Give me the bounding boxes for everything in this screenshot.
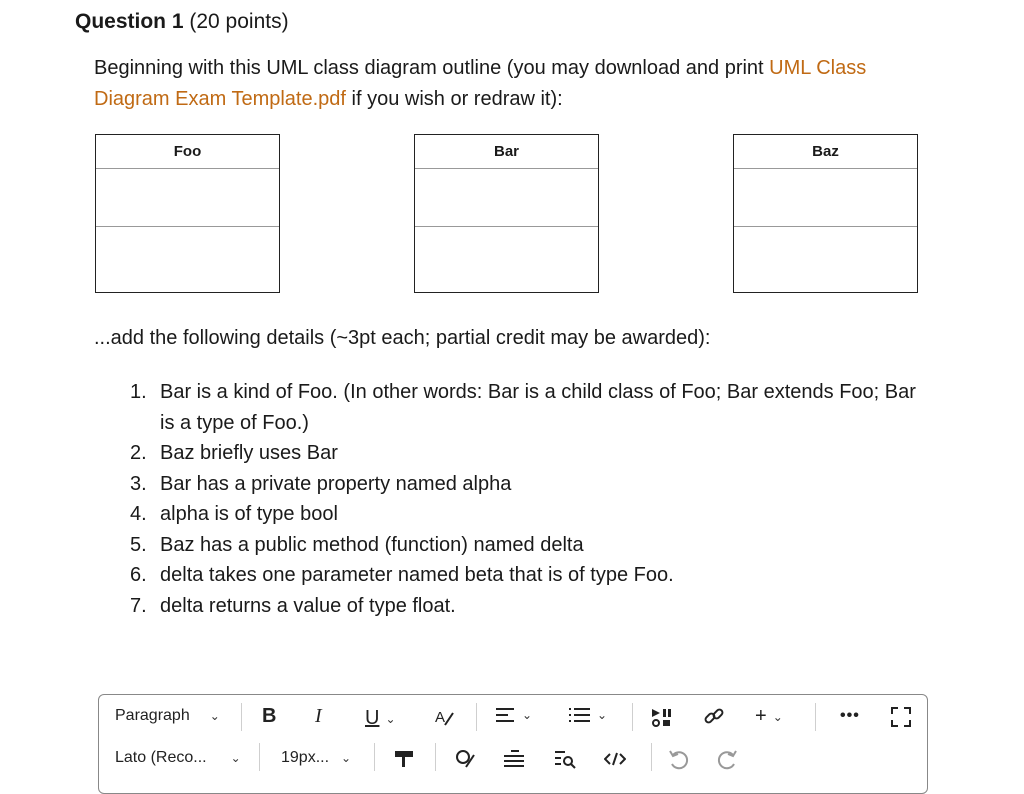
plus-icon: + (755, 705, 767, 727)
link-button[interactable] (703, 707, 725, 727)
list-dropdown[interactable] (569, 707, 607, 723)
list-item: 6. delta takes one parameter named beta that is of type Foo. (130, 564, 674, 586)
more-options-button[interactable]: ••• (840, 707, 860, 724)
intro-paragraph (94, 53, 914, 115)
block-format-dropdown[interactable]: Paragraph ⌄ (115, 707, 220, 724)
format-painter-button[interactable] (394, 749, 414, 769)
class-operations-foo (96, 227, 279, 294)
intro-text-before: Beginning with this UML class diagram outline (you may download and print (94, 57, 770, 79)
class-attributes-bar (415, 169, 598, 227)
fullscreen-button[interactable] (891, 707, 911, 727)
undo-button[interactable] (668, 749, 690, 771)
chevron-down-icon: ⌄ (772, 709, 783, 724)
list-item: 1. Bar is a kind of Foo. (In other words: Bar is a child class of Foo; Bar extends Foo; Bar is a type of Foo.) (130, 381, 916, 434)
class-operations-baz (734, 227, 917, 294)
class-name-baz: Baz (734, 135, 917, 169)
word-count-button[interactable] (503, 749, 525, 769)
media-icon (651, 707, 673, 727)
question-label: Question 1 (75, 10, 184, 33)
underline-button[interactable]: U ⌄ (365, 707, 396, 729)
source-code-button[interactable] (604, 749, 626, 769)
add-details-instruction: ...add the following details (~3pt each; partial credit may be awarded): (94, 327, 711, 349)
question-title (75, 10, 289, 34)
class-operations-bar (415, 227, 598, 294)
accessibility-checker-button[interactable] (454, 749, 476, 769)
list-item: 4. alpha is of type bool (130, 503, 338, 525)
svg-text:A: A (435, 709, 446, 726)
chevron-down-icon: ⌄ (385, 711, 396, 726)
chevron-down-icon: ⌄ (230, 751, 241, 765)
font-color-button[interactable] (433, 707, 455, 727)
uml-class-baz (733, 134, 918, 293)
ordered-list-icon (569, 707, 591, 723)
chevron-down-icon: ⌄ (597, 708, 608, 722)
class-name-bar: Bar (415, 135, 598, 169)
align-dropdown[interactable] (496, 707, 532, 723)
rich-text-editor[interactable] (98, 694, 928, 794)
uml-class-bar (414, 134, 599, 293)
uml-class-foo (95, 134, 280, 293)
code-icon (604, 749, 626, 769)
class-name-foo: Foo (96, 135, 279, 169)
redo-icon (716, 749, 738, 771)
accessibility-icon (454, 749, 476, 769)
question-points: (20 points) (189, 10, 289, 33)
font-family-dropdown[interactable]: Lato (Reco... ⌄ (115, 749, 241, 766)
redo-button[interactable] (716, 749, 738, 771)
details-list (130, 377, 930, 621)
expand-icon (891, 707, 911, 727)
list-item: 7. delta returns a value of type float. (130, 594, 456, 617)
bold-button[interactable]: B (262, 705, 277, 727)
list-item: 5. Baz has a public method (function) named delta (130, 533, 584, 556)
list-item: 2. Baz briefly uses Bar (130, 442, 338, 464)
chevron-down-icon: ⌄ (209, 709, 220, 723)
list-item: 3. Bar has a private property named alpha (130, 472, 512, 495)
find-replace-button[interactable] (554, 749, 576, 769)
undo-icon (668, 749, 690, 771)
chevron-down-icon: ⌄ (522, 708, 533, 722)
find-icon (554, 749, 576, 769)
align-left-icon (496, 707, 516, 723)
class-attributes-baz (734, 169, 917, 227)
class-attributes-foo (96, 169, 279, 227)
intro-text-after: if you wish or redraw it): (345, 88, 563, 110)
paint-roller-icon (394, 749, 414, 769)
italic-button[interactable]: I (315, 705, 322, 727)
chevron-down-icon: ⌄ (341, 751, 352, 765)
media-insert-button[interactable] (651, 707, 673, 727)
link-icon (703, 707, 725, 727)
word-count-icon (503, 749, 525, 769)
font-size-dropdown[interactable]: 19px... ⌄ (281, 749, 352, 766)
insert-dropdown[interactable] (755, 705, 783, 728)
template-pdf-link[interactable]: UML Class Diagram Exam Template.pdf (94, 57, 867, 110)
text-color-icon (433, 707, 455, 727)
